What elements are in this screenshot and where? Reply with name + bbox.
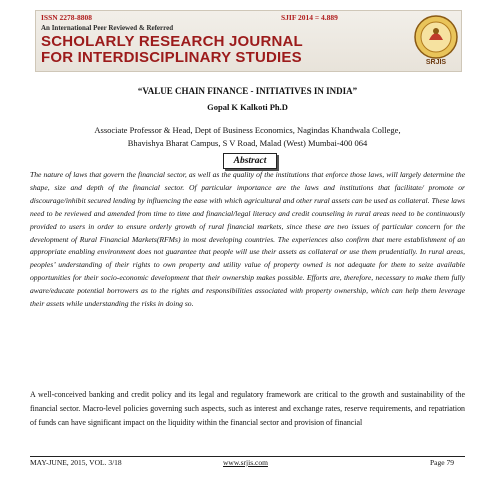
footer-divider <box>30 456 465 457</box>
footer-page-number: Page 79 <box>430 458 454 467</box>
journal-title-line2: FOR INTERDISCIPLINARY STUDIES <box>41 49 302 66</box>
author-name: Gopal K Kalkoti Ph.D <box>207 102 288 112</box>
author-affiliation <box>0 124 495 150</box>
sjif-label: SJIF 2014 = 4.889 <box>281 13 338 22</box>
issn-label: ISSN 2278-8808 <box>41 13 93 22</box>
footer-issue: MAY-JUNE, 2015, VOL. 3/18 <box>30 458 122 467</box>
article-title: “VALUE CHAIN FINANCE - INITIATIVES IN INDIA” <box>137 86 358 96</box>
affiliation-line-1: Associate Professor & Head, Dept of Business Economics, Nagindas Khandwala College, <box>94 125 401 135</box>
footer-website-link[interactable]: www.srjis.com <box>223 458 268 467</box>
abstract-heading: Abstract <box>223 153 277 169</box>
affiliation-line-2: Bhavishya Bharat Campus, S V Road, Malad (West) Mumbai-400 064 <box>127 138 368 148</box>
journal-title-line1: SCHOLARLY RESEARCH JOURNAL <box>41 33 303 50</box>
abstract-text: The nature of laws that govern the financial sector, as well as the quality of the institutions that enforce those laws, will largely determine the shape, size and depth of the financial sector. Of particular importance are the laws and institutions that facilitate/ promote or discourage/inhibit secured lending by influencing the ease with which agricultural and other rural assets can be used as collateral. These laws need to be reviewed and amended from time to time and financial/legal literacy and credit counseling in rural areas need to be continuously provided to users in order to ensure orderly growth of rural financial markets, since these are two issues of particular concern for the development of Rural Financial Markets(RFMs) in most developing countries. The experiences also confirm that mere establishment of an appropriate enabling environment does not guarantee that people will use their assets as collateral or use them prudentially. In rural areas, peoples’ understanding of their rights to own property and utility value of property owned is not adequate for them to seize available opportunities for their socio-economic development that their ownership makes possible. Efforts are, therefore, necessary to make them fully aware/educate potential borrowers as to the rights and responsibilities associated with property ownership, which can help them leverage their assets while understanding the risks in doing so. <box>30 170 465 309</box>
peer-review-label: An International Peer Reviewed & Referred <box>41 24 174 32</box>
journal-logo <box>411 14 461 66</box>
journal-banner <box>35 10 462 72</box>
logo-text: SRJIS <box>425 59 447 66</box>
body-paragraph: A well-conceived banking and credit policy and its legal and regulatory framework are critical to the growth and sustainability of the financial sector. Macro-level policies governing such aspects, such as interest and exchange rates, reserve requirements, and repatriation of funds can have significant impact on the liquidity within the financial sector and provision of financial <box>30 390 465 427</box>
